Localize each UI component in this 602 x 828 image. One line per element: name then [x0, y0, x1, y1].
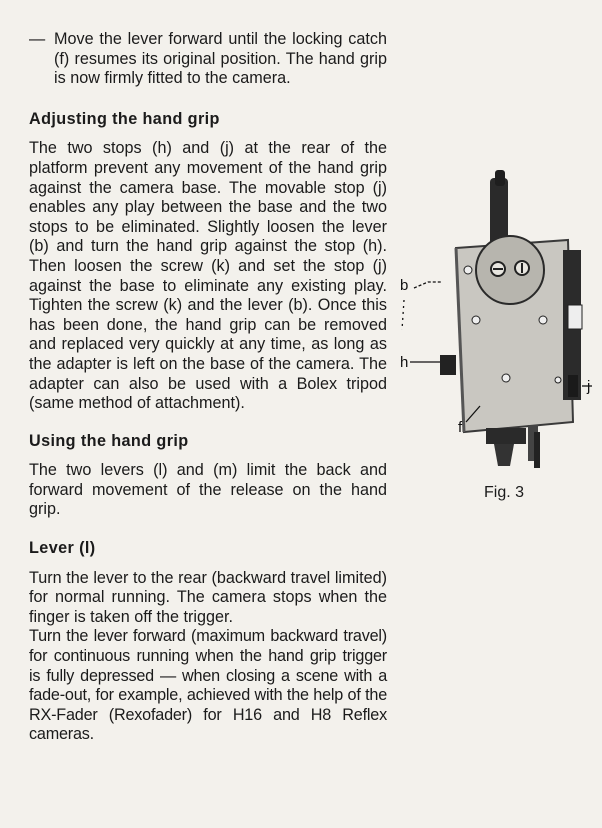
- lever-para-1: Turn the lever to the rear (backward travel limited) for normal running. The camera stops when the finger is taken off the trigger.: [29, 568, 387, 626]
- dash-bullet: —: [29, 30, 46, 48]
- lever-para-2: Turn the lever forward (maximum backward travel) for continuous running when the hand grip trigger is fully depressed — when closing a scene with a fade-out, for example, achieved with the help of the RX-Fader (Rexofader) for H16 and H8 Reflex cameras.: [29, 627, 387, 744]
- intro-step: [29, 30, 387, 89]
- camera-hand-grip-figure: [398, 170, 598, 470]
- text-column: [29, 30, 387, 745]
- label-j: j: [587, 378, 591, 395]
- figure-caption: Fig. 3: [484, 484, 525, 501]
- adjusting-body: The two stops (h) and (j) at the rear of the platform prevent any movement of the hand grip against the camera base. The movable stop (j) enables any play between the base and the two stops to be eliminated. Slightly loosen the lever (b) and turn the hand grip against the stop (h). Then loosen the screw (k) and set the stop (j) against the base to eliminate any existing play. Tighten the screw (k) and the lever (b). Once this has been done, the hand grip can be removed and replaced very quickly at any time, as long as the adapter is left on the base of the camera. The adapter can also be used with a Bolex tripod (same method of attachment).: [29, 139, 387, 413]
- heading-adjusting-hand-grip: Adjusting the hand grip: [29, 109, 220, 128]
- using-body: The two levers (l) and (m) limit the back and forward movement of the release on the hand grip.: [29, 461, 387, 519]
- label-b: b: [400, 277, 409, 294]
- intro-text: Move the lever forward until the locking catch (f) resumes its original position. The hand grip is now firmly fitted to the camera.: [54, 30, 387, 88]
- heading-lever-l: Lever (l): [29, 539, 96, 558]
- label-h: h: [400, 354, 409, 371]
- label-f: f: [458, 419, 463, 436]
- heading-using-hand-grip: Using the hand grip: [29, 431, 189, 450]
